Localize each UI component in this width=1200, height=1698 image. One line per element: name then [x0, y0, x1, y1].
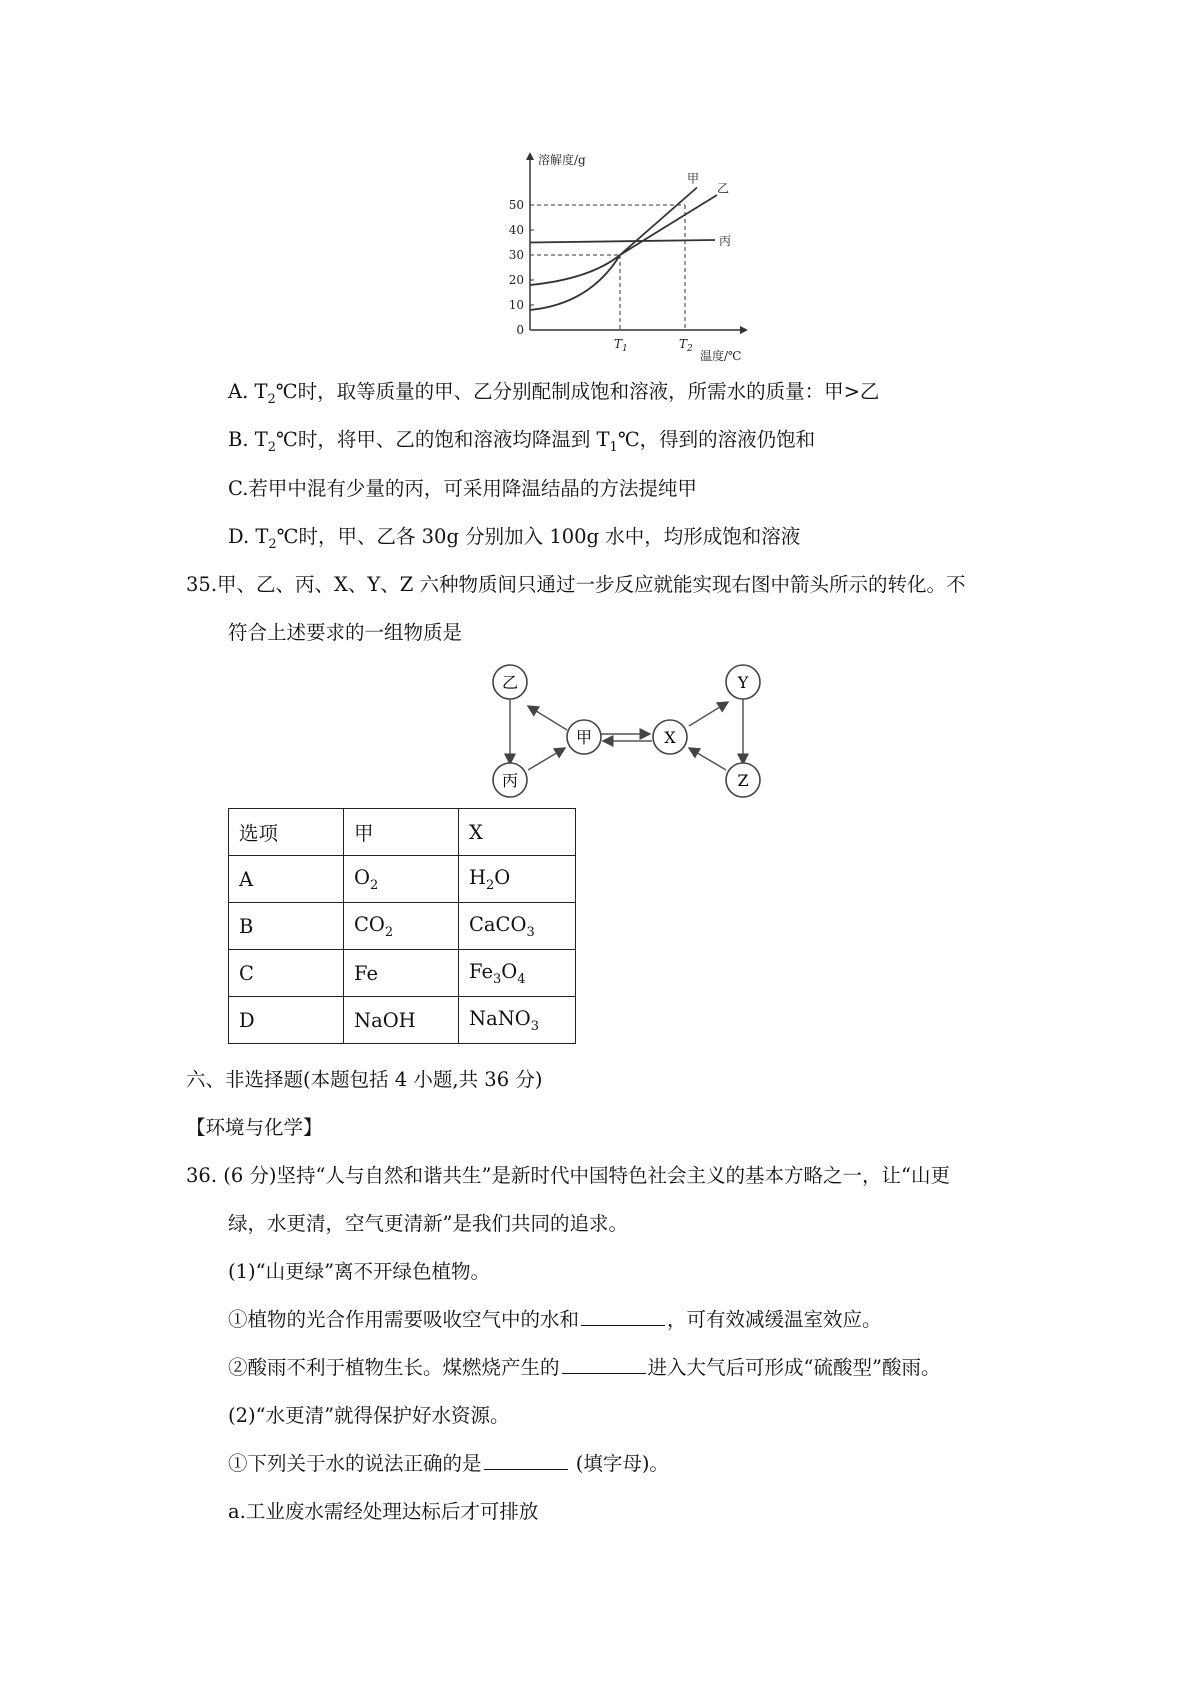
node-y [726, 665, 760, 699]
series-line [530, 240, 715, 243]
y-tick-label: 30 [508, 248, 524, 262]
x-tick-label: $T_2$ [679, 337, 693, 354]
y-axis-arrow [526, 152, 534, 160]
x-cell: $Fe_3O_4$ [459, 950, 576, 997]
svg-text:乙: 乙 [501, 673, 519, 692]
svg-text:X: X [664, 728, 676, 747]
svg-text:丙: 丙 [501, 771, 519, 790]
header-cell: X [459, 809, 576, 856]
jia-cell: Fe [344, 950, 459, 997]
q36-part2: (2)“水更清”就得保护好水资源。 [228, 1404, 510, 1427]
svg-text:Z: Z [737, 771, 749, 790]
x-cell: NaNO$_3$ [459, 997, 576, 1044]
jia-cell: $CO_2$ [344, 903, 459, 950]
table-row [229, 950, 576, 997]
series-label: 丙 [719, 234, 732, 248]
x-axis-label: 温度/℃ [700, 349, 742, 363]
x-tick-label: $T_1$ [614, 337, 628, 354]
topic-heading: 【环境与化学】 [186, 1116, 323, 1139]
answer-blank[interactable] [562, 1355, 646, 1374]
option-label: D [229, 997, 344, 1044]
option-c: C.若甲中混有少量的丙，可采用降温结晶的方法提纯甲 [228, 477, 697, 500]
y-axis-label: 溶解度/g [538, 153, 586, 167]
option-label: B [229, 903, 344, 950]
svg-text:甲: 甲 [575, 728, 593, 747]
header-cell: 甲 [344, 809, 459, 856]
solubility-chart [500, 150, 760, 365]
q36-part1b: ②酸雨不利于植物生长。煤燃烧产生的 进入大气后可形成“硫酸型”酸雨。 [228, 1356, 941, 1379]
section-heading: 六、非选择题(本题包括 4 小题,共 36 分) [186, 1068, 543, 1091]
x-axis-arrow [740, 326, 748, 334]
x-cell: $H_2O$ [459, 856, 576, 903]
q36-stem-line2: 绿，水更清，空气更清新”是我们共同的追求。 [228, 1212, 628, 1235]
option-label: A [229, 856, 344, 903]
option-d: D. $T_2℃$时，甲、乙各 30g 分别加入 100g 水中，均形成饱和溶液 [228, 525, 801, 552]
option-label: C [229, 950, 344, 997]
q36-part1a: ①植物的光合作用需要吸收空气中的水和 ，可有效减缓温室效应。 [228, 1308, 882, 1331]
y-tick-label: 0 [516, 323, 524, 337]
options-table [228, 808, 576, 1044]
x-cell: CaCO$_3$ [459, 903, 576, 950]
series-label: 乙 [717, 181, 730, 196]
node-jia [567, 720, 601, 754]
table-header-row [229, 809, 576, 856]
q35-stem-line1: 35.甲、乙、丙、X、Y、Z 六种物质间只通过一步反应就能实现右图中箭头所示的转化。不 [186, 573, 966, 596]
table-row [229, 856, 576, 903]
q36-stem-line1: 36. (6 分)坚持“人与自然和谐共生”是新时代中国特色社会主义的基本方略之一，让“山更 [186, 1164, 950, 1187]
option-b: B. $T_2℃$时，将甲、乙的饱和溶液均降温到 $T_1℃$，得到的溶液仍饱和 [228, 428, 816, 455]
node-yi [493, 665, 527, 699]
transformation-diagram [480, 662, 770, 802]
header-cell: 选项 [229, 809, 344, 856]
jia-cell: NaOH [344, 997, 459, 1044]
table-row [229, 903, 576, 950]
svg-text:Y: Y [737, 673, 749, 692]
y-tick-label: 40 [508, 223, 524, 237]
node-z [726, 763, 760, 797]
q36-option-a: a.工业废水需经处理达标后才可排放 [228, 1500, 539, 1523]
y-tick-label: 50 [508, 198, 524, 212]
q35-stem-line2: 符合上述要求的一组物质是 [228, 621, 463, 644]
answer-blank[interactable] [484, 1451, 568, 1470]
node-bing [493, 763, 527, 797]
series-label: 甲 [687, 171, 700, 186]
series-line [530, 188, 697, 311]
q36-part2a: ①下列关于水的说法正确的是 (填字母)。 [228, 1452, 669, 1475]
table-row [229, 997, 576, 1044]
y-tick-label: 20 [508, 273, 524, 287]
node-x [653, 720, 687, 754]
answer-blank[interactable] [581, 1307, 665, 1326]
q36-part1: (1)“山更绿”离不开绿色植物。 [228, 1260, 491, 1283]
y-tick-label: 10 [508, 298, 524, 312]
jia-cell: $O_2$ [344, 856, 459, 903]
option-a: A. $T_2℃$时，取等质量的甲、乙分别配制成饱和溶液，所需水的质量：甲>乙 [228, 380, 880, 407]
